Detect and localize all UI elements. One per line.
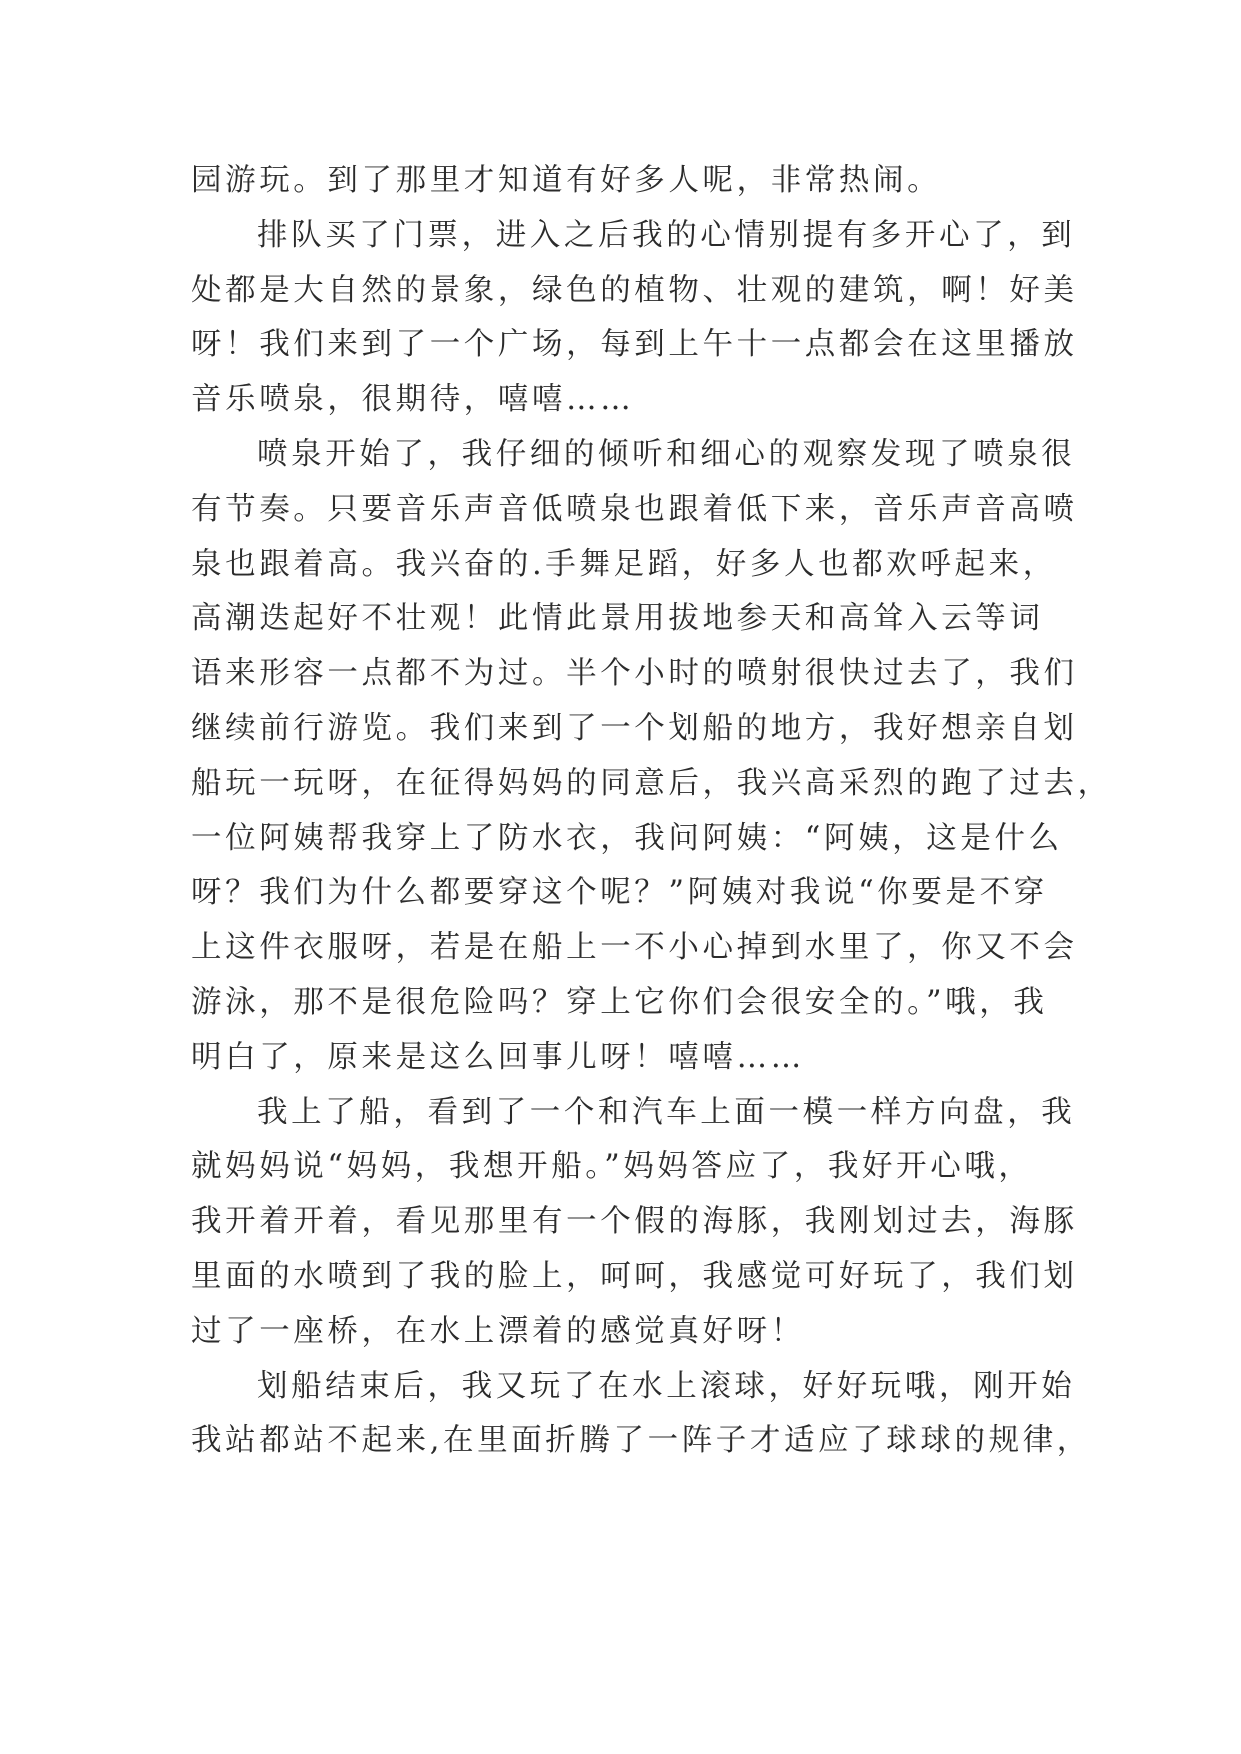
text-line: 我上了船，看到了一个和汽车上面一模一样方向盘，我 bbox=[257, 1094, 1076, 1130]
text-line: 园游玩。到了那里才知道有好多人呢，非常热闹。 bbox=[191, 163, 942, 198]
text-line: 语来形容一点都不为过。半个小时的喷射很快过去了，我们 bbox=[191, 656, 1078, 692]
text-line: 上这件衣服呀，若是在船上一不小心掉到水里了，你又不会 bbox=[191, 930, 1078, 966]
text-line: 船玩一玩呀，在征得妈妈的同意后，我兴高采烈的跑了过去， bbox=[191, 765, 1112, 801]
text-line: 音乐喷泉，很期待，嘻嘻…… bbox=[191, 382, 635, 418]
text-line: 喷泉开始了，我仔细的倾听和细心的观察发现了喷泉很 bbox=[257, 436, 1076, 472]
text-line: 呀？我们为什么都要穿这个呢？”阿姨对我说“你要是不穿 bbox=[191, 875, 1048, 911]
text-line: 游泳，那不是很危险吗？穿上它你们会很安全的。”哦，我 bbox=[191, 984, 1048, 1020]
text-line: 有节奏。只要音乐声音低喷泉也跟着低下来，音乐声音高喷 bbox=[191, 491, 1078, 527]
text-line: 呀！我们来到了一个广场，每到上午十一点都会在这里播放 bbox=[191, 327, 1078, 363]
text-line: 划船结束后，我又玩了在水上滚球，好好玩哦，刚开始 bbox=[257, 1368, 1076, 1404]
text-line: 我站都站不起来,在里面折腾了一阵子才适应了球球的规律， bbox=[191, 1423, 1091, 1459]
text-line: 高潮迭起好不壮观！此情此景用拔地参天和高耸入云等词 bbox=[191, 601, 1044, 637]
text-line: 我开着开着，看见那里有一个假的海豚，我刚划过去，海豚 bbox=[191, 1204, 1078, 1240]
text-line: 一位阿姨帮我穿上了防水衣，我问阿姨：“阿姨，这是什么 bbox=[191, 820, 1063, 856]
text-line: 处都是大自然的景象，绿色的植物、壮观的建筑，啊！好美 bbox=[191, 272, 1078, 308]
text-line: 过了一座桥，在水上漂着的感觉真好呀！ bbox=[191, 1313, 805, 1349]
text-line: 明白了，原来是这么回事儿呀！嘻嘻…… bbox=[191, 1039, 805, 1075]
text-line: 排队买了门票，进入之后我的心情别提有多开心了，到 bbox=[257, 217, 1076, 253]
text-line: 泉也跟着高。我兴奋的.手舞足蹈，好多人也都欢呼起来， bbox=[191, 546, 1057, 582]
essay-text bbox=[191, 154, 1112, 1469]
text-line: 里面的水喷到了我的脸上，呵呵，我感觉可好玩了，我们划 bbox=[191, 1258, 1078, 1294]
text-line: 继续前行游览。我们来到了一个划船的地方，我好想亲自划 bbox=[191, 710, 1078, 746]
text-line: 就妈妈说“妈妈，我想开船。”妈妈答应了，我好开心哦， bbox=[191, 1149, 1033, 1185]
